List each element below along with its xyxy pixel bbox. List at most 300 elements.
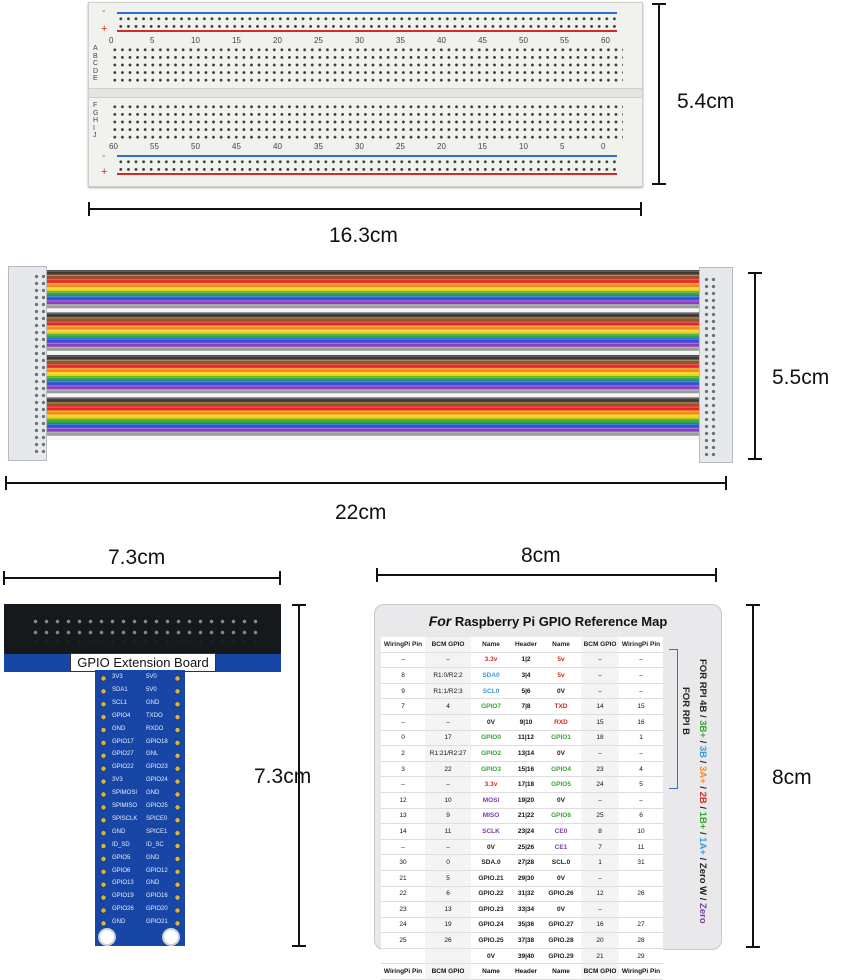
breadboard-top-plus: + (101, 23, 108, 35)
gpio-table-cell: – (425, 839, 471, 855)
breadboard-center-channel (89, 88, 642, 98)
gpio-table-cell: 8 (581, 824, 619, 840)
gpio-table-cell: – (381, 839, 425, 855)
gpio-table-cell: GPIO.24 (471, 917, 511, 933)
breadboard-row-letter-0: A (93, 45, 98, 52)
gpio-table-cell: 21|22 (511, 808, 541, 824)
rpi-b-bracket (669, 649, 678, 789)
gpio-table-cell: GPIO4 (541, 761, 581, 777)
breadboard-row-letter-4: J (93, 132, 97, 140)
gpio-table-cell: 0V (471, 948, 511, 964)
gpio-table-cell: GPIO6 (541, 808, 581, 824)
gpio-table-cell: 21 (381, 870, 425, 886)
rpi-b-label: FOR RPI B (680, 687, 691, 736)
gpio-table-cell: CE0 (541, 824, 581, 840)
gpio-table-cell: 12 (581, 886, 619, 902)
gpio-table-cell: 1 (581, 855, 619, 871)
t-board-left-pin-label: GPIO13 (112, 880, 134, 887)
gpio-table-cell: MOSI (471, 792, 511, 808)
ribbon-left-connector (8, 266, 47, 461)
ribbon-wire-highlight (45, 360, 700, 361)
rpi-models-label: FOR RPI 4B / 3B+ / 3B / 3A+ / 2B / 1B+ / 1A+ / Zero W / Zero (697, 659, 708, 924)
ribbon-wire-highlight (45, 377, 700, 378)
gpio-table-cell: 11 (619, 839, 663, 855)
t-board-right-pin-label: GPIO24 (146, 777, 168, 784)
ribbon-wire-highlight (45, 351, 700, 352)
card-title-for: For (428, 613, 452, 629)
gpio-table-cell: SDA0 (471, 668, 511, 684)
breadboard-top-number-2: 10 (191, 36, 200, 45)
rpi-model-name: 3B (697, 745, 708, 759)
breadboard-bottom-numbers (109, 142, 629, 152)
gpio-table-cell: 14 (381, 824, 425, 840)
ribbon-left-connector-pins (33, 273, 45, 453)
gpio-table-cell: 25|26 (511, 839, 541, 855)
gpio-table-cell (381, 948, 425, 964)
t-board-left-pin-label: 3V3 (112, 777, 123, 784)
breadboard-top-number-11: 55 (560, 36, 569, 45)
ribbon-wire-highlight (45, 296, 700, 297)
gpio-table-cell: 0V (541, 792, 581, 808)
breadboard-top-red-rail (117, 30, 617, 32)
ribbon-wire-highlight (45, 419, 700, 420)
gpio-table-cell: 26 (425, 933, 471, 949)
gpio-table-row (381, 870, 663, 886)
t-board-right-pin-label: GPIO16 (146, 893, 168, 900)
gpio-table-cell: 3|4 (511, 668, 541, 684)
ribbon-wire-highlight (45, 394, 700, 395)
t-board-right-pin-label: GND (146, 880, 160, 887)
gpio-table-cell: 1 (619, 730, 663, 746)
board-height-label: 7.3cm (254, 765, 312, 788)
t-board-left-pin-label: SPIMISO (112, 803, 138, 809)
gpio-table-cell: 17 (425, 730, 471, 746)
gpio-table-cell: 37|38 (511, 933, 541, 949)
gpio-table-cell: RXD (541, 714, 581, 730)
gpio-table-cell: 11 (425, 824, 471, 840)
t-board-left-pin-label: GPIO27 (112, 751, 134, 758)
breadboard-bottom-number-12: 0 (601, 142, 606, 151)
gpio-table-cell: 0V (541, 746, 581, 762)
breadboard-top-number-0: 0 (109, 36, 114, 45)
gpio-table-cell: 3 (381, 761, 425, 777)
card-height-label: 8cm (772, 766, 812, 789)
breadboard-top-number-6: 30 (355, 36, 364, 45)
ribbon-wire-highlight (45, 275, 700, 276)
gpio-table-row (381, 668, 663, 684)
breadboard-top-number-8: 40 (437, 36, 446, 45)
t-board-left-pin-label: GND (112, 725, 126, 732)
ribbon-wire-highlight (45, 432, 700, 433)
gpio-table-cell: 31|32 (511, 886, 541, 902)
gpio-table-row (381, 855, 663, 871)
t-board-left-pin-label: SPISCLK (112, 815, 138, 822)
gpio-table-cell: – (381, 777, 425, 793)
gpio-table-cell: 7 (381, 699, 425, 715)
gpio-table-cell: 18 (581, 730, 619, 746)
gpio-table-cell: – (581, 668, 619, 684)
gpio-table-cell: MISO (471, 808, 511, 824)
breadboard-bottom-number-1: 55 (150, 142, 159, 151)
gpio-table-cell: – (619, 792, 663, 808)
breadboard-width-label: 16.3cm (329, 224, 398, 247)
gpio-table-cell: SDA.0 (471, 855, 511, 871)
breadboard-top-number-3: 15 (232, 36, 241, 45)
breadboard-row-letter-0: F (93, 102, 98, 109)
gpio-table-cell: 7|8 (511, 699, 541, 715)
gpio-table-cell: 0V (471, 714, 511, 730)
gpio-table-row (381, 746, 663, 762)
t-board-label: GPIO Extension Board (70, 653, 216, 672)
ribbon-wire-highlight (45, 305, 700, 306)
card-title (375, 613, 721, 629)
gpio-table-cell: 5 (619, 777, 663, 793)
rainbow-ribbon-cable (45, 270, 700, 440)
gpio-table-cell: R1:21/R2:27 (425, 746, 471, 762)
gpio-table-cell: 5 (425, 870, 471, 886)
t-board-right-pin-label: GNL (146, 751, 159, 758)
t-board-right-pin-label: GPIO25 (146, 803, 168, 809)
card-height-dimension (752, 605, 754, 947)
gpio-table-footer-cell: WiringPi Pin (381, 964, 425, 980)
t-board-right-pin-label: 5V0 (146, 686, 157, 693)
gpio-table-cell: TXD (541, 699, 581, 715)
gpio-table-cell: GPIO.28 (541, 933, 581, 949)
gpio-table-cell: 8 (381, 668, 425, 684)
gpio-table-cell: 9 (381, 683, 425, 699)
gpio-table-cell: – (581, 652, 619, 668)
breadboard-top-number-12: 60 (601, 36, 610, 45)
gpio-table-row (381, 808, 663, 824)
ribbon-wire-highlight (45, 364, 700, 365)
breadboard-bottom-number-9: 15 (478, 142, 487, 151)
gpio-table-cell: 29|30 (511, 870, 541, 886)
ribbon-wire-highlight (45, 411, 700, 412)
gpio-table-cell: 5v (541, 652, 581, 668)
gpio-table-cell: 26 (619, 886, 663, 902)
ribbon-wire-highlight (45, 326, 700, 327)
t-board-left-pin-label: GPIO17 (112, 738, 134, 745)
gpio-table-footer-cell: WiringPi Pin (619, 964, 663, 980)
gpio-table-cell: 12 (381, 792, 425, 808)
gpio-table-cell: 19|20 (511, 792, 541, 808)
gpio-table-cell: 14 (581, 699, 619, 715)
gpio-table-cell: – (581, 870, 619, 886)
t-board-right-pin-label: GPIO23 (146, 764, 168, 771)
gpio-table-cell: – (581, 683, 619, 699)
gpio-table-footer-cell: BCM GPIO (425, 964, 471, 980)
breadboard-row-letter-1: G (93, 109, 99, 117)
gpio-table-row (381, 761, 663, 777)
ribbon-wire-highlight (45, 292, 700, 293)
t-board-left-pin-label: GND (112, 919, 126, 926)
gpio-table-cell: SCLK (471, 824, 511, 840)
gpio-table-cell: 9 (425, 808, 471, 824)
card-title-text: Raspberry Pi GPIO Reference Map (454, 614, 668, 629)
breadboard-bottom-number-11: 5 (560, 142, 565, 151)
gpio-table-cell: – (381, 652, 425, 668)
gpio-table-cell: 9|10 (511, 714, 541, 730)
gpio-table-cell: 10 (425, 792, 471, 808)
gpio-table-row (381, 652, 663, 668)
ribbon-wire-highlight (45, 428, 700, 429)
gpio-table-row (381, 948, 663, 964)
rpi-model-name: 1B+ (697, 811, 708, 830)
breadboard-top-blue-rail (117, 12, 617, 14)
ribbon-wire-highlight (45, 313, 700, 314)
rpi-models-prefix: FOR RPI (697, 659, 708, 698)
gpio-table-row (381, 917, 663, 933)
gpio-table-cell: 10 (619, 824, 663, 840)
gpio-table-cell: 27 (619, 917, 663, 933)
gpio-table-cell: GPIO1 (541, 730, 581, 746)
t-board-right-pin-label: GPIO21 (146, 919, 168, 926)
gpio-table-cell: CE1 (541, 839, 581, 855)
gpio-table-row (381, 824, 663, 840)
gpio-table-cell: 13|14 (511, 746, 541, 762)
gpio-table-cell: 6 (619, 808, 663, 824)
t-board-right-pin-label: 5V0 (146, 674, 157, 680)
breadboard-bottom-number-2: 50 (191, 142, 200, 151)
gpio-table-cell: GPIO.21 (471, 870, 511, 886)
breadboard-top-terminal-holes (111, 46, 623, 84)
gpio-table-cell: 23 (581, 761, 619, 777)
gpio-table-cell: – (581, 746, 619, 762)
gpio-table-row (381, 933, 663, 949)
t-board-left-pin-label: GPIO4 (112, 712, 131, 719)
gpio-table-cell: – (425, 714, 471, 730)
t-board-left-pin-label: GPIO5 (112, 854, 131, 861)
breadboard-height-dimension (658, 4, 660, 184)
gpio-table-cell: 0 (425, 855, 471, 871)
card-width-dimension (377, 574, 716, 576)
card-width-label: 8cm (521, 544, 561, 567)
t-board-left-pin-label: SDA1 (112, 686, 128, 693)
gpio-table-cell: 5|6 (511, 683, 541, 699)
rpi-model-name: Zero W (697, 862, 708, 896)
t-board-right-pin-label: GPIO18 (146, 738, 168, 745)
breadboard-bottom-blue-rail (117, 155, 617, 157)
gpio-table-cell: 0V (541, 902, 581, 918)
gpio-table-row (381, 777, 663, 793)
cable-width-label: 22cm (335, 501, 387, 524)
ribbon-wire-highlight (45, 398, 700, 399)
gpio-table-cell: 0V (541, 870, 581, 886)
t-board-left-pin-label: GPIO26 (112, 906, 134, 913)
gpio-table-cell: GPIO7 (471, 699, 511, 715)
breadboard-width-dimension (89, 208, 641, 210)
board-width-label: 7.3cm (108, 546, 166, 569)
ribbon-wire-highlight (45, 385, 700, 386)
gpio-table-cell: GPIO.23 (471, 902, 511, 918)
breadboard-bottom-number-6: 30 (355, 142, 364, 151)
gpio-table-footer-cell: BCM GPIO (581, 964, 619, 980)
gpio-table-footer-row (381, 964, 663, 980)
rpi-model-name: 4B (697, 700, 708, 713)
t-board-right-pin-label: GPIO20 (146, 906, 168, 913)
ribbon-wire-highlight (45, 322, 700, 323)
gpio-table-cell: 3.3v (471, 652, 511, 668)
ribbon-wire-highlight (45, 309, 700, 310)
gpio-table-cell: 4 (619, 761, 663, 777)
gpio-table-row (381, 839, 663, 855)
rpi-model-name: 2B (697, 791, 708, 804)
breadboard-row-letter-2: H (93, 117, 99, 125)
t-board-left-pin-label: GND (112, 828, 126, 835)
rpi-model-name: 3B+ (697, 720, 708, 738)
gpio-table-cell: 22 (425, 761, 471, 777)
gpio-table-cell: 33|34 (511, 902, 541, 918)
gpio-table-cell: 16 (619, 714, 663, 730)
gpio-table-cell: 25 (381, 933, 425, 949)
gpio-table-cell: GPIO.25 (471, 933, 511, 949)
ribbon-wire-highlight (45, 330, 700, 331)
gpio-table-cell: 1|2 (511, 652, 541, 668)
gpio-table (381, 637, 663, 980)
gpio-table-cell: 24 (581, 777, 619, 793)
gpio-table-row (381, 792, 663, 808)
gpio-table-cell: – (619, 668, 663, 684)
gpio-table-cell: GPIO.27 (541, 917, 581, 933)
rpi-model-name: Zero (697, 903, 708, 924)
gpio-table-row (381, 730, 663, 746)
breadboard-bottom-letters (93, 102, 103, 142)
breadboard-row-letter-1: B (93, 52, 98, 60)
t-board-right-pin-label: GPIO12 (146, 867, 168, 874)
gpio-table-cell: 23 (381, 902, 425, 918)
gpio-table-cell: 29 (619, 948, 663, 964)
ribbon-wire-highlight (45, 373, 700, 374)
t-board-left-pin-label: GPIO19 (112, 893, 134, 900)
t-board-left-mount-hole (98, 928, 116, 946)
breadboard-top-number-7: 35 (396, 36, 405, 45)
gpio-table-cell: 0V (541, 683, 581, 699)
gpio-table-cell: 22 (381, 886, 425, 902)
breadboard-bottom-plus: + (101, 166, 108, 178)
breadboard-bottom-rail-holes (117, 158, 617, 173)
breadboard-bottom-number-3: 45 (232, 142, 241, 151)
t-board-left-pin-label: GPIO22 (112, 764, 134, 771)
gpio-table-cell: 39|40 (511, 948, 541, 964)
ribbon-wire-highlight (45, 407, 700, 408)
breadboard-top-rail-holes (117, 15, 617, 30)
gpio-table-cell: – (381, 714, 425, 730)
gpio-table-header-cell: Name (471, 637, 511, 652)
gpio-table-cell: R1:1/R2:3 (425, 683, 471, 699)
gpio-table-footer-cell: Header (511, 964, 541, 980)
ribbon-wire-highlight (45, 317, 700, 318)
gpio-table-cell: 0V (471, 839, 511, 855)
cable-width-dimension (6, 482, 726, 484)
breadboard-bottom-number-10: 10 (519, 142, 528, 151)
breadboard-bottom-number-7: 25 (396, 142, 405, 151)
t-board-right-pin-label: GND (146, 790, 160, 797)
t-board-right-pin-label: GND (146, 854, 160, 861)
gpio-table-cell: 15|16 (511, 761, 541, 777)
gpio-table-cell: 27|28 (511, 855, 541, 871)
gpio-table-cell: 2 (381, 746, 425, 762)
gpio-table-cell: – (581, 902, 619, 918)
gpio-table-cell (619, 902, 663, 918)
gpio-table-cell: 6 (425, 886, 471, 902)
breadboard-row-letter-3: D (93, 67, 99, 75)
ribbon-wire-highlight (45, 339, 700, 340)
gpio-table-cell: 35|36 (511, 917, 541, 933)
gpio-table-cell: 20 (581, 933, 619, 949)
breadboard-top-minus: - (102, 6, 106, 17)
ribbon-wire-highlight (45, 279, 700, 280)
t-board-stem-pcb (95, 670, 185, 946)
t-board-left-pin-label: 3V3 (112, 674, 123, 680)
gpio-table-cell: 30 (381, 855, 425, 871)
gpio-table-cell: R1:0/R2:2 (425, 668, 471, 684)
gpio-table-cell: – (581, 792, 619, 808)
breadboard-top-number-4: 20 (273, 36, 282, 45)
gpio-table-cell: – (425, 777, 471, 793)
breadboard-bottom-minus: - (102, 151, 106, 162)
t-board-right-mount-hole (162, 928, 180, 946)
t-board-left-pin-label: GPIO6 (112, 867, 131, 874)
gpio-table-header-row (381, 637, 663, 652)
gpio-table-cell: 23|24 (511, 824, 541, 840)
gpio-table-cell: GPIO0 (471, 730, 511, 746)
breadboard-bottom-number-5: 35 (314, 142, 323, 151)
gpio-table-header-cell: Name (541, 637, 581, 652)
ribbon-wire-highlight (45, 415, 700, 416)
breadboard-bottom-number-0: 60 (109, 142, 118, 151)
breadboard-bottom-terminal-holes (111, 103, 623, 141)
gpio-table-cell: – (619, 683, 663, 699)
t-board-right-pin-label: SPICE0 (146, 815, 168, 822)
ribbon-wire-highlight (45, 402, 700, 403)
gpio-table-cell: GPIO3 (471, 761, 511, 777)
ribbon-wire-highlight (45, 424, 700, 425)
rpi-model-name: 3A+ (697, 765, 708, 784)
ribbon-wire-highlight (45, 271, 700, 272)
ribbon-wire-highlight (45, 390, 700, 391)
ribbon-right-connector-pins (703, 276, 717, 456)
breadboard-top-number-5: 25 (314, 36, 323, 45)
gpio-table-row (381, 699, 663, 715)
t-board-right-pin-label: TXDO (146, 712, 163, 719)
ribbon-wire-highlight (45, 300, 700, 301)
gpio-table-cell (619, 870, 663, 886)
breadboard-top-letters (93, 45, 103, 85)
gpio-table-header-cell: BCM GPIO (425, 637, 471, 652)
breadboard-bottom-number-4: 40 (273, 142, 282, 151)
gpio-table-cell: GPIO5 (541, 777, 581, 793)
gpio-table-row (381, 902, 663, 918)
gpio-table-cell: GPIO2 (471, 746, 511, 762)
t-board-left-pin-label: SPIMOSI (112, 790, 138, 797)
gpio-table-cell (425, 948, 471, 964)
gpio-table-cell: SCL.0 (541, 855, 581, 871)
gpio-table-cell: 21 (581, 948, 619, 964)
breadboard-top-number-1: 5 (150, 36, 155, 45)
cable-height-dimension (754, 273, 756, 459)
breadboard-top-number-9: 45 (478, 36, 487, 45)
gpio-table-cell: SCL0 (471, 683, 511, 699)
gpio-table-cell: GPIO.26 (541, 886, 581, 902)
gpio-table-cell: 13 (381, 808, 425, 824)
ribbon-right-connector (699, 267, 733, 463)
gpio-table-header-cell: Header (511, 637, 541, 652)
gpio-reference-card (374, 604, 722, 976)
ribbon-wire-highlight (45, 436, 700, 437)
board-width-dimension (4, 577, 280, 579)
breadboard-bottom-red-rail (117, 173, 617, 175)
t-board-left-pin-column (100, 672, 107, 930)
